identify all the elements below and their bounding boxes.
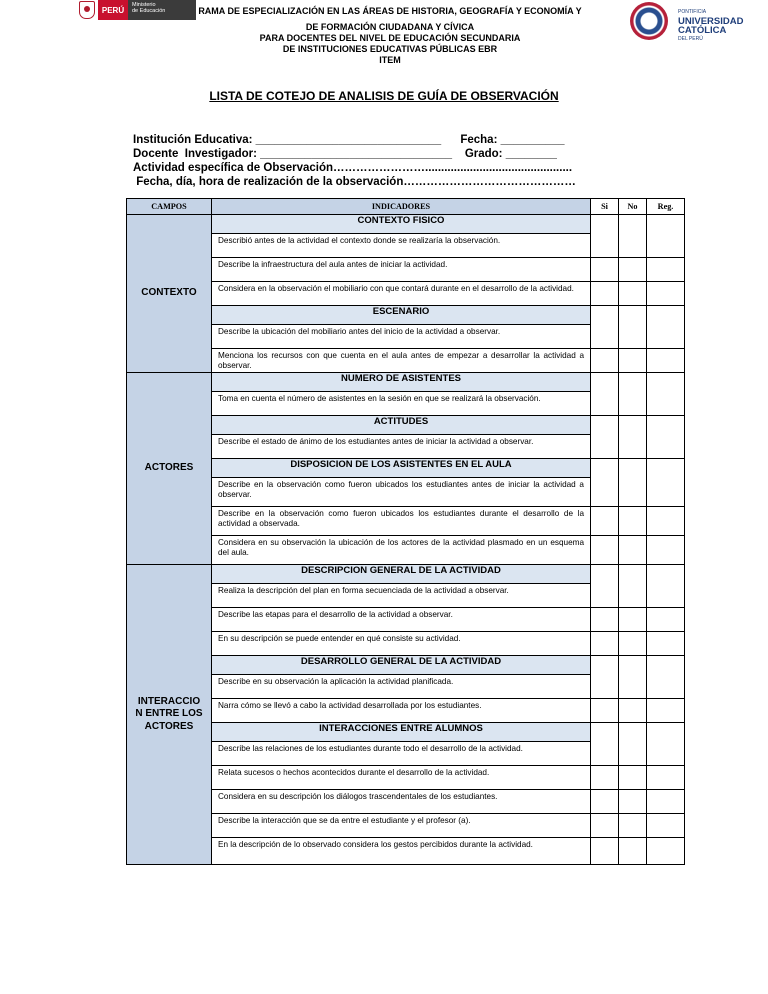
checkbox-si[interactable] [591,373,619,416]
indicator-6: Toma en cuenta el número de asistentes en la sesión en que se realizará la observación. [212,392,591,416]
checkbox-no[interactable] [619,814,647,838]
checkbox-reg[interactable] [647,282,685,306]
indicator-20: En la descripción de lo observado considera los gestos percibidos durante la actividad. [212,838,591,865]
section-actitudes: ACTITUDES [212,416,591,435]
checkbox-reg[interactable] [647,215,685,258]
section-disposicion: DISPOSICION DE LOS ASISTENTES EN EL AULA [212,459,591,478]
checkbox-reg[interactable] [647,766,685,790]
checkbox-reg[interactable] [647,258,685,282]
checklist-table [126,198,685,865]
indicator-3: Considera en la observación el mobiliario con que contará durante en el desarrollo de la actividad. [212,282,591,306]
checkbox-no[interactable] [619,282,647,306]
checkbox-reg[interactable] [647,699,685,723]
indicator-13: En su descripción se puede entender en qué consiste su actividad. [212,632,591,656]
checkbox-si[interactable] [591,507,619,536]
checkbox-no[interactable] [619,507,647,536]
checkbox-reg[interactable] [647,536,685,565]
header-no: No [619,199,647,215]
indicator-19: Describe la interacción que se da entre el estudiante y el profesor (a). [212,814,591,838]
university-logo [630,2,744,42]
checkbox-si[interactable] [591,416,619,459]
checkbox-si[interactable] [591,766,619,790]
section-numero-asistentes: NUMERO DE ASISTENTES [212,373,591,392]
institution-date-field: Institución Educativa: _____________________________ Fecha: __________ [133,134,565,146]
university-seal-icon [630,2,668,40]
checkbox-reg[interactable] [647,656,685,699]
checkbox-no[interactable] [619,459,647,507]
indicator-17: Relata sucesos o hechos acontecidos durante el desarrollo de la actividad. [212,766,591,790]
header-indicadores: INDICADORES [212,199,591,215]
checkbox-no[interactable] [619,416,647,459]
header-line-2: DE FORMACIÓN CIUDADANA Y CÍVICA [305,22,475,32]
checkbox-si[interactable] [591,459,619,507]
checkbox-si[interactable] [591,282,619,306]
indicator-18: Considera en su descripción los diálogos trascendentales de los estudiantes. [212,790,591,814]
checkbox-si[interactable] [591,349,619,373]
indicator-9: Describe en la observación como fueron ubicados los estudiantes durante el desarrollo de la actividad a observada. [212,507,591,536]
section-row [127,215,685,234]
table-header-row [127,199,685,215]
checkbox-no[interactable] [619,632,647,656]
header-si: Si [591,199,619,215]
checkbox-reg[interactable] [647,565,685,608]
indicator-14: Describe en su observación la aplicación la actividad planificada. [212,675,591,699]
header-reg: Reg. [647,199,685,215]
checkbox-si[interactable] [591,536,619,565]
checkbox-si[interactable] [591,838,619,865]
checkbox-si[interactable] [591,814,619,838]
header-line-1: RAMA DE ESPECIALIZACIÓN EN LAS ÁREAS DE HISTORIA, GEOGRAFÍA Y ECONOMÍA Y [198,6,582,16]
checkbox-si[interactable] [591,258,619,282]
checkbox-reg[interactable] [647,306,685,349]
section-interacciones-alumnos: INTERACCIONES ENTRE ALUMNOS [212,723,591,742]
section-descripcion-general: DESCRIPCION GENERAL DE LA ACTIVIDAD [212,565,591,584]
indicator-4: Describe la ubicación del mobiliario antes del inicio de la actividad a observar. [212,325,591,349]
checkbox-no[interactable] [619,838,647,865]
university-name: PONTIFICIA UNIVERSIDAD CATÓLICA DEL PERÚ [678,9,744,42]
checkbox-si[interactable] [591,632,619,656]
checkbox-si[interactable] [591,699,619,723]
checkbox-no[interactable] [619,373,647,416]
checkbox-reg[interactable] [647,790,685,814]
header-line-5: ITEM [379,55,401,65]
section-desarrollo-general: DESARROLLO GENERAL DE LA ACTIVIDAD [212,656,591,675]
indicator-7: Describe el estado de ánimo de los estudiantes antes de iniciar la actividad a observar. [212,435,591,459]
checkbox-no[interactable] [619,565,647,608]
indicator-5: Menciona los recursos con que cuenta en el aula antes de empezar a desarrollar la actividad a observar. [212,349,591,373]
checkbox-no[interactable] [619,536,647,565]
checkbox-si[interactable] [591,565,619,608]
checkbox-no[interactable] [619,790,647,814]
section-contexto-fisico: CONTEXTO FISICO [212,215,591,234]
header-line-4: DE INSTITUCIONES EDUCATIVAS PÚBLICAS EBR [282,44,498,54]
checkbox-reg[interactable] [647,373,685,416]
document-title: LISTA DE COTEJO DE ANALISIS DE GUÍA DE OBSERVACIÓN [209,89,559,103]
checkbox-si[interactable] [591,656,619,699]
checkbox-no[interactable] [619,215,647,258]
checkbox-si[interactable] [591,306,619,349]
indicator-8: Describe en la observación como fueron ubicados los estudiantes antes de iniciar la actividad a observar. [212,478,591,507]
ministry-label: Ministerio de Educación [128,0,196,20]
peru-label: PERÚ [98,0,128,20]
indicator-2: Describe la infraestructura del aula antes de iniciar la actividad. [212,258,591,282]
checkbox-no[interactable] [619,766,647,790]
checkbox-no[interactable] [619,349,647,373]
campo-interaccion: INTERACCIO N ENTRE LOS ACTORES [127,565,212,865]
checkbox-no[interactable] [619,608,647,632]
indicator-10: Considera en su observación la ubicación de los actores de la actividad plasmado en un esquema del aula. [212,536,591,565]
observation-date-field: Fecha, día, hora de realización de la observación……………………………………… [133,176,576,188]
checkbox-no[interactable] [619,723,647,766]
section-escenario: ESCENARIO [212,306,591,325]
checkbox-si[interactable] [591,608,619,632]
indicator-15: Narra cómo se llevó a cabo la actividad desarrollada por los estudiantes. [212,699,591,723]
checkbox-no[interactable] [619,656,647,699]
checkbox-reg[interactable] [647,838,685,865]
checkbox-si[interactable] [591,215,619,258]
header-line-3: PARA DOCENTES DEL NIVEL DE EDUCACIÓN SECUNDARIA [259,33,521,43]
teacher-grade-field: Docente Investigador: ______________________________ Grado: ________ [133,148,557,160]
checkbox-reg[interactable] [647,723,685,766]
checkbox-si[interactable] [591,790,619,814]
checkbox-reg[interactable] [647,507,685,536]
header-campos: CAMPOS [127,199,212,215]
checkbox-no[interactable] [619,699,647,723]
checkbox-reg[interactable] [647,459,685,507]
indicator-1: Describió antes de la actividad el contexto donde se realizaría la observación. [212,234,591,258]
campo-actores: ACTORES [127,373,212,565]
peru-shield-icon [76,0,98,20]
checkbox-reg[interactable] [647,814,685,838]
indicator-11: Realiza la descripción del plan en forma secuenciada de la actividad a observar. [212,584,591,608]
checkbox-reg[interactable] [647,349,685,373]
campo-contexto: CONTEXTO [127,215,212,373]
checkbox-no[interactable] [619,306,647,349]
indicator-16: Describe las relaciones de los estudiantes durante todo el desarrollo de la actividad. [212,742,591,766]
checkbox-reg[interactable] [647,416,685,459]
section-row [127,565,685,584]
activity-field: Actividad específica de Observación…………………….............................................. [133,162,573,174]
checkbox-reg[interactable] [647,608,685,632]
section-row [127,373,685,392]
checkbox-reg[interactable] [647,632,685,656]
indicator-12: Describe las etapas para el desarrollo de la actividad a observar. [212,608,591,632]
checkbox-si[interactable] [591,723,619,766]
checkbox-no[interactable] [619,258,647,282]
